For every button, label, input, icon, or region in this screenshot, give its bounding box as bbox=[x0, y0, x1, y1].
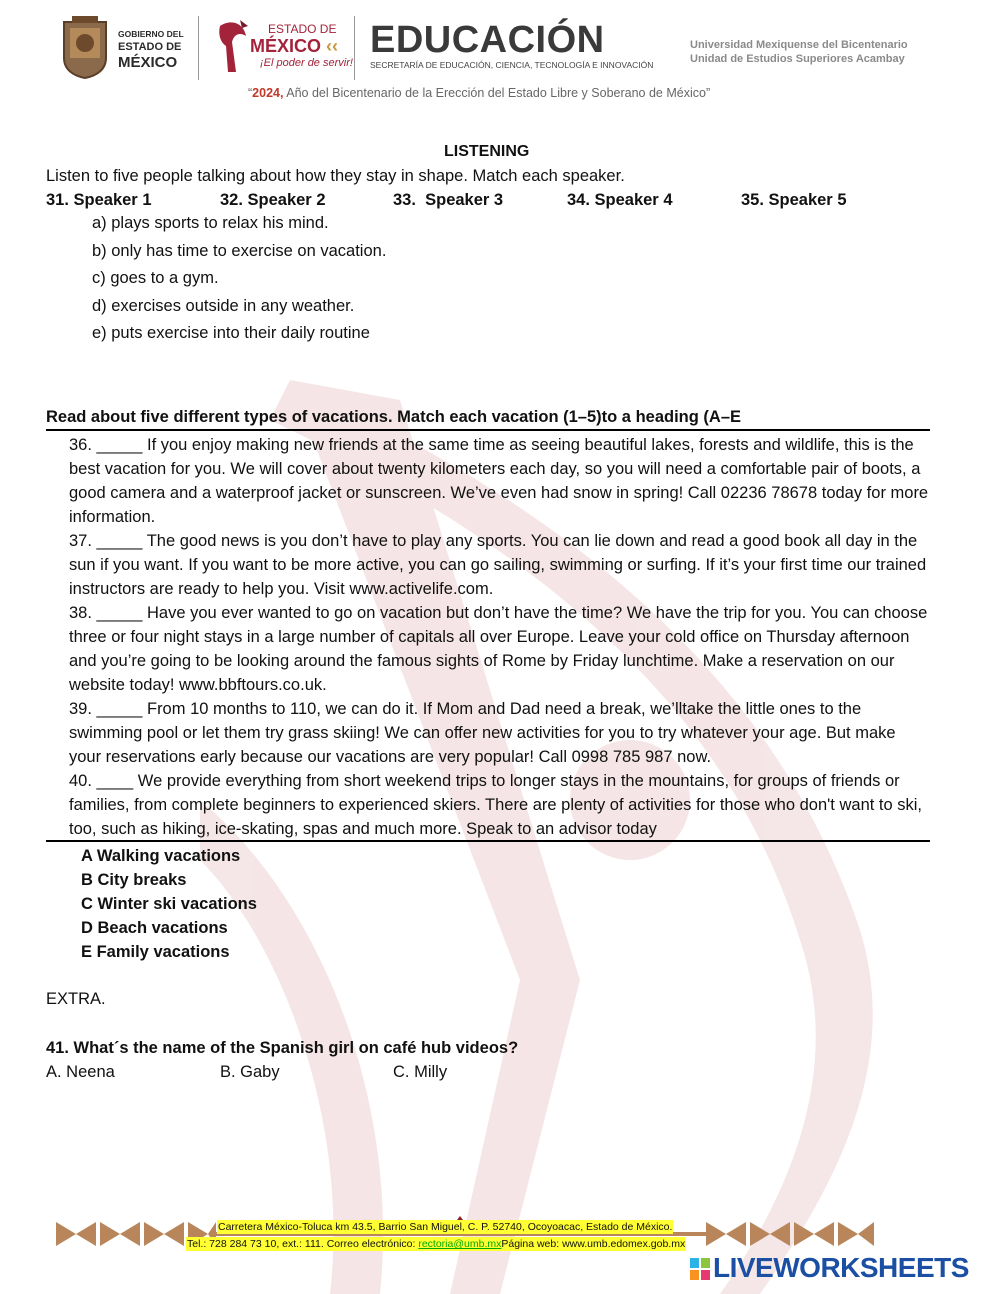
listening-options bbox=[92, 210, 386, 348]
divider bbox=[354, 16, 355, 80]
liveworksheets-logo: LIVEWORKSHEETS bbox=[690, 1252, 969, 1284]
list-item: c) goes to a gym. bbox=[92, 269, 219, 287]
year-motto: “2024, Año del Bicentenario de la Erección del Estado Libre y Soberano de México” bbox=[248, 86, 711, 100]
listening-title: LISTENING bbox=[444, 143, 530, 160]
vacation-paragraph: 38. _____ Have you ever wanted to go on vacation but don’t have the time? We have the trip for you. You can choose three or four night stays in a large number of capitals all over Europe. Leave your cold office on Thursday afternoon and you’re going to be looking around the famous sights of Rome by Friday lunchtime. Make a reservation on our website today! www.bbftours.co.uk. bbox=[69, 604, 928, 694]
footer-contact: Tel.: 728 284 73 10, ext.: 111. Correo electrónico: rectoria@umb.mxPágina web: www.umb.edomex.gob.mx bbox=[187, 1238, 686, 1250]
email-link[interactable]: rectoria@umb.mx bbox=[418, 1238, 502, 1250]
speaker-label: 33. Speaker 3 bbox=[393, 191, 504, 209]
list-item: e) puts exercise into their daily routine bbox=[92, 324, 370, 342]
edomex-logo-text: ESTADO DE MÉXICO ‹‹ ¡El poder de servir! bbox=[250, 22, 353, 69]
gov-shield-icon bbox=[60, 14, 110, 80]
vacation-paragraph: 39. _____ From 10 months to 110, we can do it. If Mom and Dad need a break, we’lltake the little ones to the swimming pool or let them try grass skiing! We can offer new activities for you to try whatever your age. But make your reservations early because our vacations are very popular! Call 0998 785 987 now. bbox=[69, 700, 896, 766]
list-item: b) only has time to exercise on vacation. bbox=[92, 241, 387, 260]
speaker-label: 34. Speaker 4 bbox=[567, 191, 673, 209]
reading-instruction: Read about five different types of vacations. Match each vacation (1–5)to a heading (A–E bbox=[46, 408, 741, 426]
list-item: d) exercises outside in any weather. bbox=[92, 296, 355, 315]
education-logo bbox=[370, 20, 653, 70]
list-item: B City breaks bbox=[81, 871, 187, 889]
education-subtitle: SECRETARÍA DE EDUCACIÓN, CIENCIA, TECNOLOGÍA E INNOVACIÓN bbox=[370, 60, 654, 70]
extra-label: EXTRA. bbox=[46, 990, 106, 1008]
vacation-paragraph: 36. _____ If you enjoy making new friends at the same time as seeing beautiful lakes, forests and wildlife, this is the best vacation for you. We will cover about twenty kilometers each day, so you will need a comfortable pair of boots, a good camera and a waterproof jacket or sunscreen. We’ve even had snow in spring! Call 02236 78678 today for more information. bbox=[69, 436, 929, 526]
vacation-paragraph: 37. _____ The good news is you don’t have to play any sports. You can lie down and read a good book all day in the sun if you want. If you want to be more active, you can go sailing, swimming or surfing. If it’s your first time our trained instructors are ready to help you. Visit www.activelife.com. bbox=[69, 532, 927, 598]
divider bbox=[46, 840, 930, 842]
list-item: D Beach vacations bbox=[81, 919, 228, 937]
heading-list bbox=[81, 844, 257, 964]
listening-instruction: Listen to five people talking about how they stay in shape. Match each speaker. bbox=[46, 167, 625, 185]
speaker-label: 35. Speaker 5 bbox=[741, 191, 847, 209]
speaker-label: 32. Speaker 2 bbox=[220, 191, 326, 209]
list-item: A Walking vacations bbox=[81, 847, 241, 865]
gov-logo-text: GOBIERNO DEL ESTADO DE MÉXICO bbox=[118, 29, 184, 71]
answer-choice: A. Neena bbox=[46, 1063, 115, 1081]
liveworksheets-icon bbox=[690, 1255, 710, 1277]
answer-choice: B. Gaby bbox=[220, 1063, 280, 1081]
vacation-paragraph: 40. ____ We provide everything from short weekend trips to longer stays in the mountains, for groups of friends or families, from complete beginners to experienced skiers. There are plenty of activities for those who don't want to ski, too, such as hiking, ice-skating, spas and much more. Speak to an advisor today bbox=[69, 772, 923, 838]
list-item: E Family vacations bbox=[81, 943, 230, 961]
footer-address: Carretera México-Toluca km 43.5, Barrio San Miguel, C. P. 52740, Ocoyoacac, Estado de México. bbox=[218, 1221, 673, 1233]
education-title: EDUCACIÓN bbox=[370, 19, 605, 61]
divider bbox=[198, 16, 199, 80]
answer-choice: C. Milly bbox=[393, 1063, 448, 1081]
speaker-label: 31. Speaker 1 bbox=[46, 191, 152, 209]
university-name: Universidad Mexiquense del Bicentenario Unidad de Estudios Superiores Acambay bbox=[690, 39, 908, 65]
list-item: a) plays sports to relax his mind. bbox=[92, 214, 329, 232]
extra-question: 41. What´s the name of the Spanish girl on café hub videos? bbox=[46, 1039, 519, 1057]
divider bbox=[46, 429, 930, 431]
edomex-bird-icon bbox=[214, 16, 250, 76]
list-item: C Winter ski vacations bbox=[81, 895, 257, 913]
